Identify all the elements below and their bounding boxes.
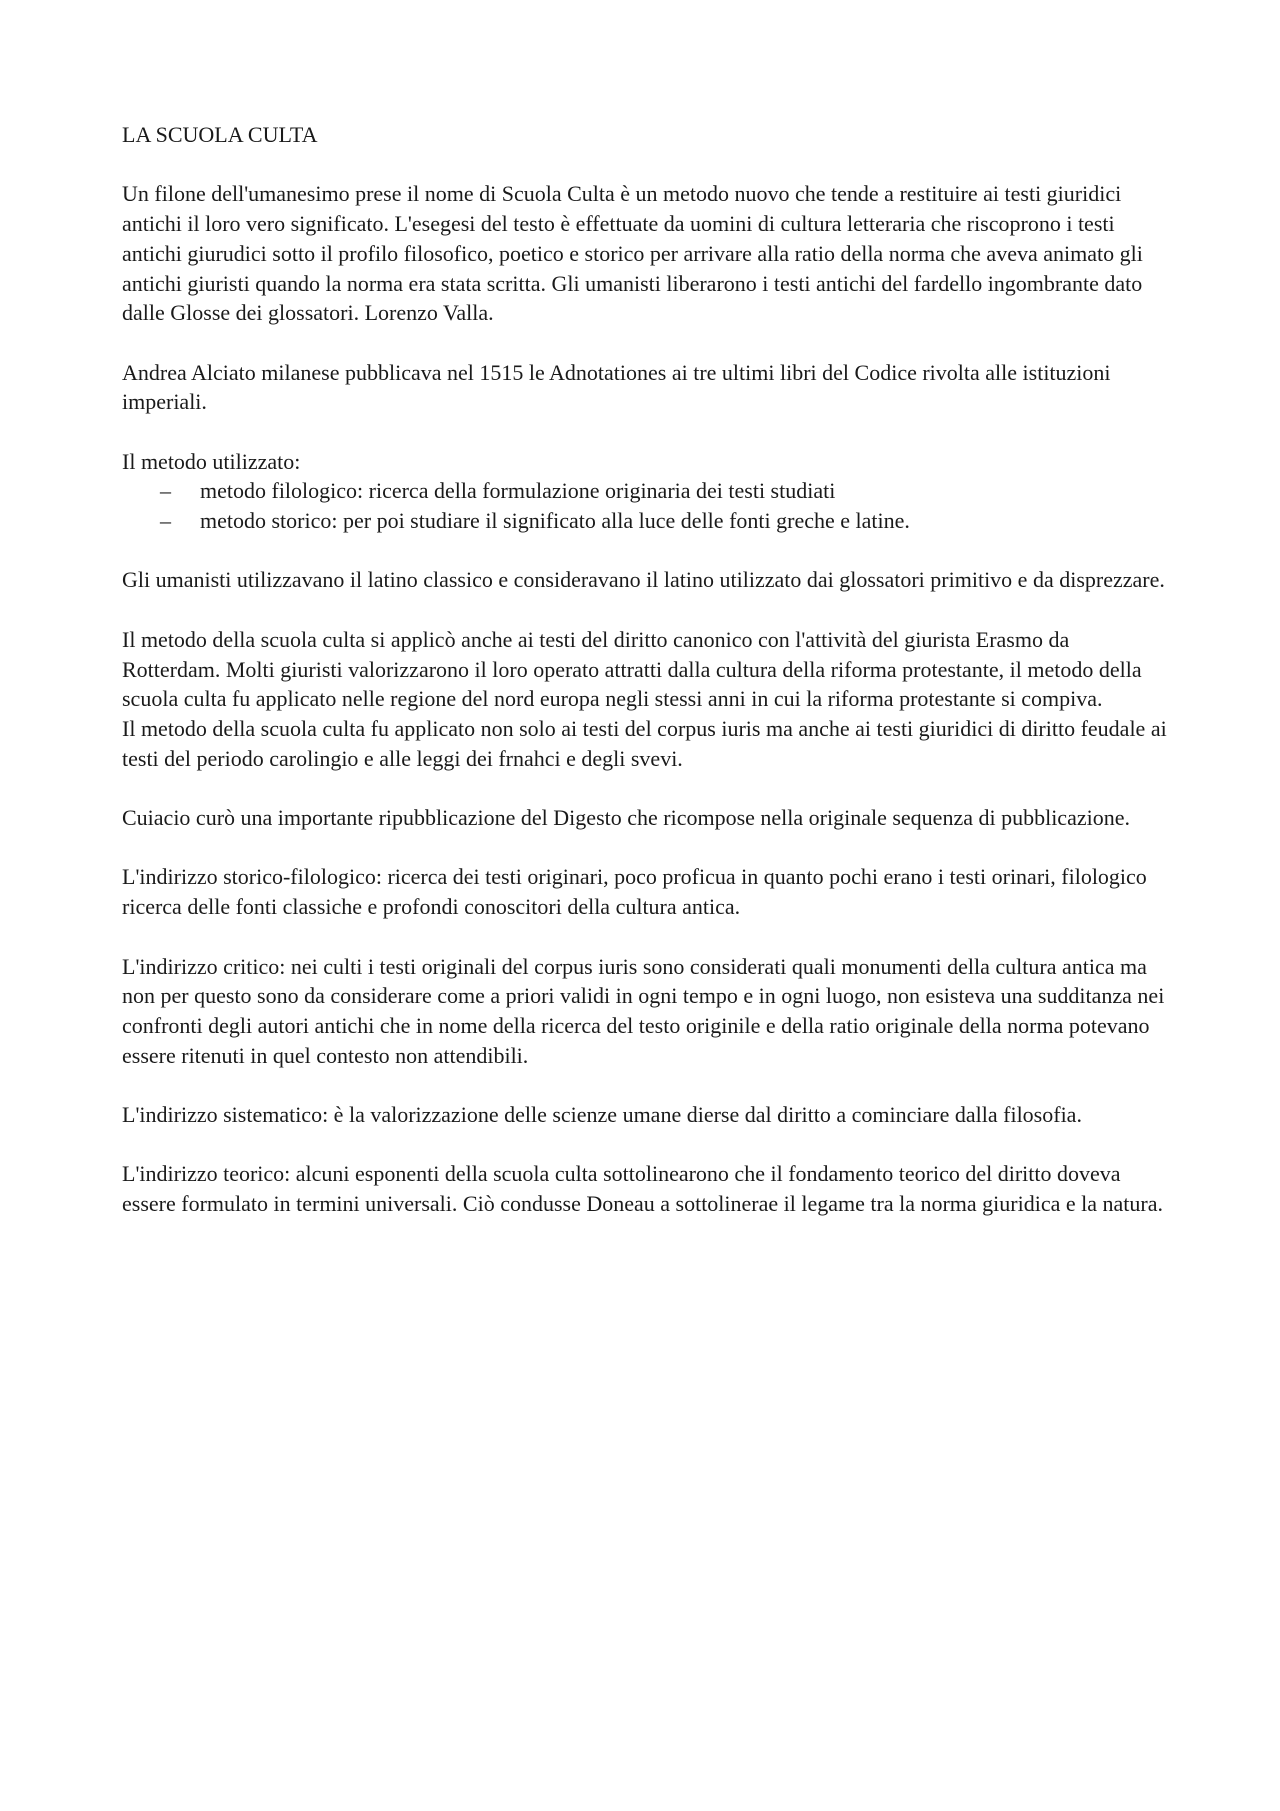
dash-bullet: –: [160, 508, 171, 534]
list-item: [122, 476, 1172, 506]
paragraph-sistematico: L'indirizzo sistematico: è la valorizzazione delle scienze umane dierse dal diritto a cominciare dalla filosofia.: [122, 1102, 1082, 1128]
list-item-text: metodo storico: per poi studiare il significato alla luce delle fonti greche e latine.: [200, 508, 910, 534]
paragraph-critico: L'indirizzo critico: nei culti i testi originali del corpus iuris sono considerati quali monumenti della cultura antica ma non per questo sono da considerare come a priori validi in ogni tempo e in ogni luogo, non esisteva una sudditanza nei confronti degli autori antichi che in nome della ricerca del testo originile e della ratio originale della norma potevano essere ritenuti in quel contesto non attendibili.: [122, 953, 1165, 1068]
paragraph-alciato: Andrea Alciato milanese pubblicava nel 1515 le Adnotationes ai tre ultimi libri del Codice rivolta alle istituzioni imperiali.: [122, 359, 1111, 415]
list-item: [122, 506, 1172, 536]
paragraph-storico-filologico: L'indirizzo storico-filologico: ricerca dei testi originari, poco proficua in quanto pochi erano i testi orinari, filologico ricerca delle fonti classiche e profondi conoscitori della cultura antica.: [122, 864, 1147, 920]
paragraph-cuiacio: Cuiacio curò una importante ripubblicazione del Digesto che ricompose nella originale sequenza di pubblicazione.: [122, 805, 1130, 831]
paragraph-scuola-culta: Un filone dell'umanesimo prese il nome di Scuola Culta è un metodo nuovo che tende a restituire ai testi giuridici antichi il loro vero significato. L'esegesi del testo è effettuate da uomini di cultura letteraria che riscoprono i testi antichi giurudici sotto il profilo filosofico, poetico e storico per arrivare alla ratio della norma che aveva animato gli antichi giuristi quando la norma era stata scritta. Gli umanisti liberarono i testi antichi del fardello ingombrante dato dalle Glosse dei glossatori. Lorenzo Valla.: [122, 181, 1143, 326]
method-intro: Il metodo utilizzato:: [122, 448, 301, 474]
document-title: LA SCUOLA CULTA: [122, 122, 318, 147]
document-page: [122, 120, 1172, 1249]
paragraph-corpus-iuris: Il metodo della scuola culta fu applicato non solo ai testi del corpus iuris ma anche ai testi giuridici di diritto feudale ai testi del periodo carolingio e alle leggi dei frnahci e degli svevi.: [122, 715, 1167, 771]
paragraph-diritto-canonico: Il metodo della scuola culta si applicò anche ai testi del diritto canonico con l'attività del giurista Erasmo da Rotterdam. Molti giuristi valorizzarono il loro operato attratti dalla cultura della riforma protestante, il metodo della scuola culta fu applicato nelle regione del nord europa negli stessi anni in cui la riforma protestante si compiva.: [122, 626, 1142, 712]
dash-bullet: –: [160, 478, 171, 504]
list-item-text: metodo filologico: ricerca della formulazione originaria dei testi studiati: [200, 478, 836, 504]
method-list: [122, 476, 1172, 535]
paragraph-teorico: L'indirizzo teorico: alcuni esponenti della scuola culta sottolinearono che il fondamento teorico del diritto doveva essere formulato in termini universali. Ciò condusse Doneau a sottolinerae il legame tra la norma giuridica e la natura.: [122, 1161, 1163, 1217]
paragraph-latino: Gli umanisti utilizzavano il latino classico e consideravano il latino utilizzato dai glossatori primitivo e da disprezzare.: [122, 567, 1165, 593]
